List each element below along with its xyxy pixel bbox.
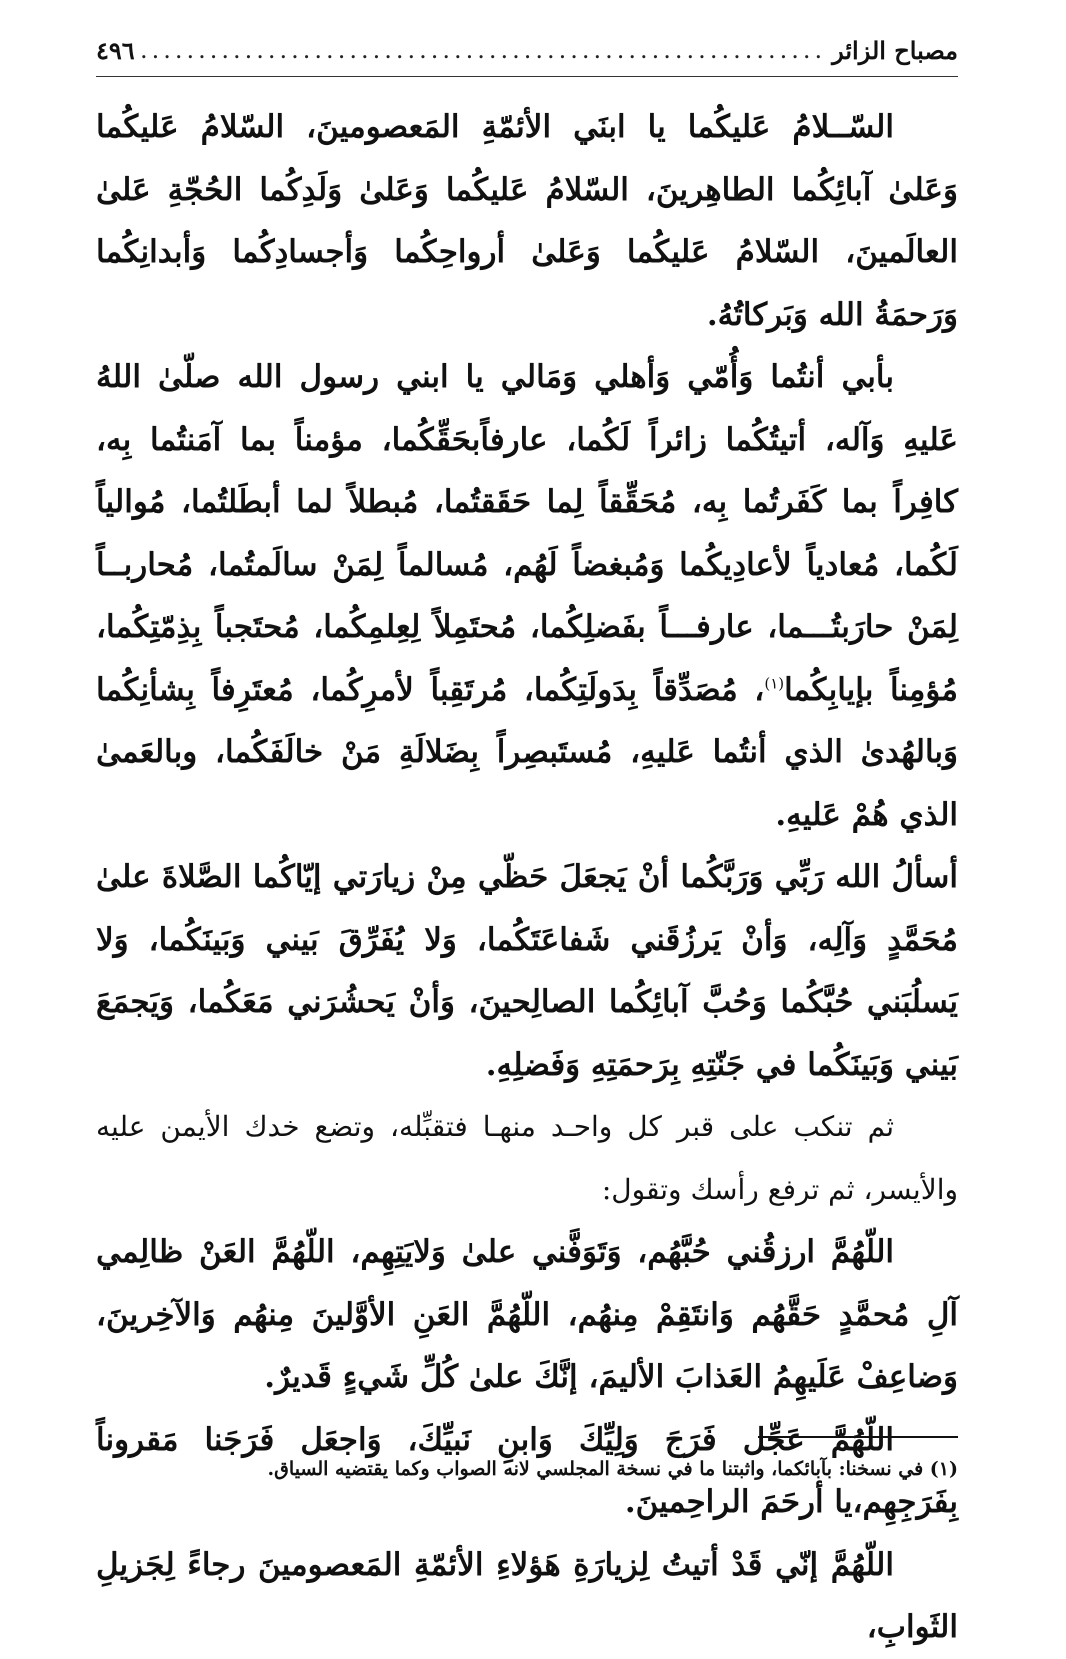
paragraph-text: ثم تنكب على قبر كل واحـد منهـا فتقبِّله، وتضع خدك الأيمن عليه والأيسر، ثم ترفع رأسك وتقول: [96,1110,958,1206]
page-number: ٤٩٦ [96,35,135,65]
paragraph-text: اللّهُمَّ عَجِّل فَرَجَ وَلِيِّكَ وَابنِ نَبيِّكَ، وَاجعَل فَرَجَنا مَقروناً بِفَرَجِهِم،يا أرحَمَ الراحِمينَ. [96,1421,958,1520]
paragraph-invocation [96,1221,958,1409]
paragraph-text: اللّهُمَّ ارزقُني حُبَّهُم، وَتَوَفَّني علىٰ وَلايَتِهِم، اللّهُمَّ العَنْ ظالِمي آلِ مُحمَّدٍ حَقَّهُم وَانتَقِمْ مِنهُم، اللّهُمَّ العَنِ الأوَّلينَ مِنهُم وَالآخِرينَ، وَضاعِفْ عَلَيهِمُ العَذابَ الأليمَ، إنَّكَ علىٰ كُلِّ شَيءٍ قَديرٌ. [96,1234,958,1395]
dot-leader [141,36,826,64]
paragraph-text: اللّهُمَّ إنّي قَدْ أتيتُ لِزيارَةِ هَؤلاءِ الأئمّةِ المَعصومينَ رجاءً لِجَزيلِ الثَوابِ، [96,1546,958,1645]
body-text [96,96,958,1659]
paragraph-instruction [96,1096,958,1221]
paragraph-salutation [96,96,958,346]
paragraph-supplication [96,846,958,1096]
running-header [96,30,958,70]
footnote-reference[interactable]: (١) [764,674,785,693]
footnote: (١) في نسخنا: بآبائكما، واثبتنا ما في نسخة المجلسي لانه الصواب وكما يقتضيه السياق. [267,1458,958,1480]
paragraph-text: بأبي أنتُما وَأُمّي وَأهلي وَمَالي يا ابني رسول الله صلّىٰ اللهُ عَليهِ وَآله، أتيتُكُما زائراً لَكُما، عارفاًبحَقِّكُما، مؤمناً بما آمَنتُما بِه، كافِراً بما كَفَرتُما بِه، مُحَقِّقاً لِما حَقَقتُما، مُبطلاً لما أبطَلتُما، مُوالياً لَكُما، مُعادياً لأعادِيكُما وَمُبغضاً لَهُم، مُسالماً لِمَنْ سالَمتُما، مُحاربــاً لِمَنْ حارَبتُـــما، عارفـــاً بفَضلِكُما، مُحتَمِلاً لِعِلمِكُما، مُحتَجباً بِذِمّتِكُما، مُؤمِناً بإيابِكُما [96,359,959,708]
paragraph-text: ، مُصَدِّقاً بِدَولَتِكُما، مُرتَقِباً لأمرِكُما، مُعتَرِفاً بِشأنِكُما وَبالهُدىٰ الذي أنتُما عَليهِ، مُستَبصِراً بِضَلالَةِ مَنْ خالَفَكُما، وبالعَمىٰ الذي هُمْ عَليهِ. [96,671,958,833]
book-title: مصباح الزائر [832,35,958,65]
paragraph-pledge [96,346,958,846]
header-rule [96,76,958,77]
paragraph-text: السّــلامُ عَليكُما يا ابنَي الأئمّةِ المَعصومينَ، السّلامُ عَليكُما وَعَلىٰ آبائِكُما الطاهِرينَ، السّلامُ عَليكُما وَعَلىٰ وَلَدِكُما الحُجّةِ عَلىٰ العالَمينَ، السّلامُ عَليكُما وَعَلىٰ أرواحِكُما وَأجسادِكُما وَأبدانِكُما وَرَحمَةُ الله وَبَركاتُهُ. [96,109,958,333]
footnote-rule [758,1436,958,1438]
paragraph-visitation [96,1534,958,1659]
paragraph-text: أسألُ الله رَبِّي وَرَبَّكُما أنْ يَجعَلَ حَظّي مِنْ زيارَتي إيّاكُما الصَّلاةَ علىٰ مُحَمَّدٍ وَآلِه، وَأنْ يَرزُقَني شَفاعَتَكُما، وَلا يُفَرِّقَ بَيني وَبَينَكُما، وَلا يَسلُبَني حُبَّكُما وَحُبَّ آبائِكُما الصالِحينَ، وَأنْ يَحشُرَني مَعَكُما، وَيَجمَعَ بَيني وَبَينَكُما في جَنّتِهِ بِرَحمَتِهِ وَفَضلِهِ. [96,859,958,1083]
